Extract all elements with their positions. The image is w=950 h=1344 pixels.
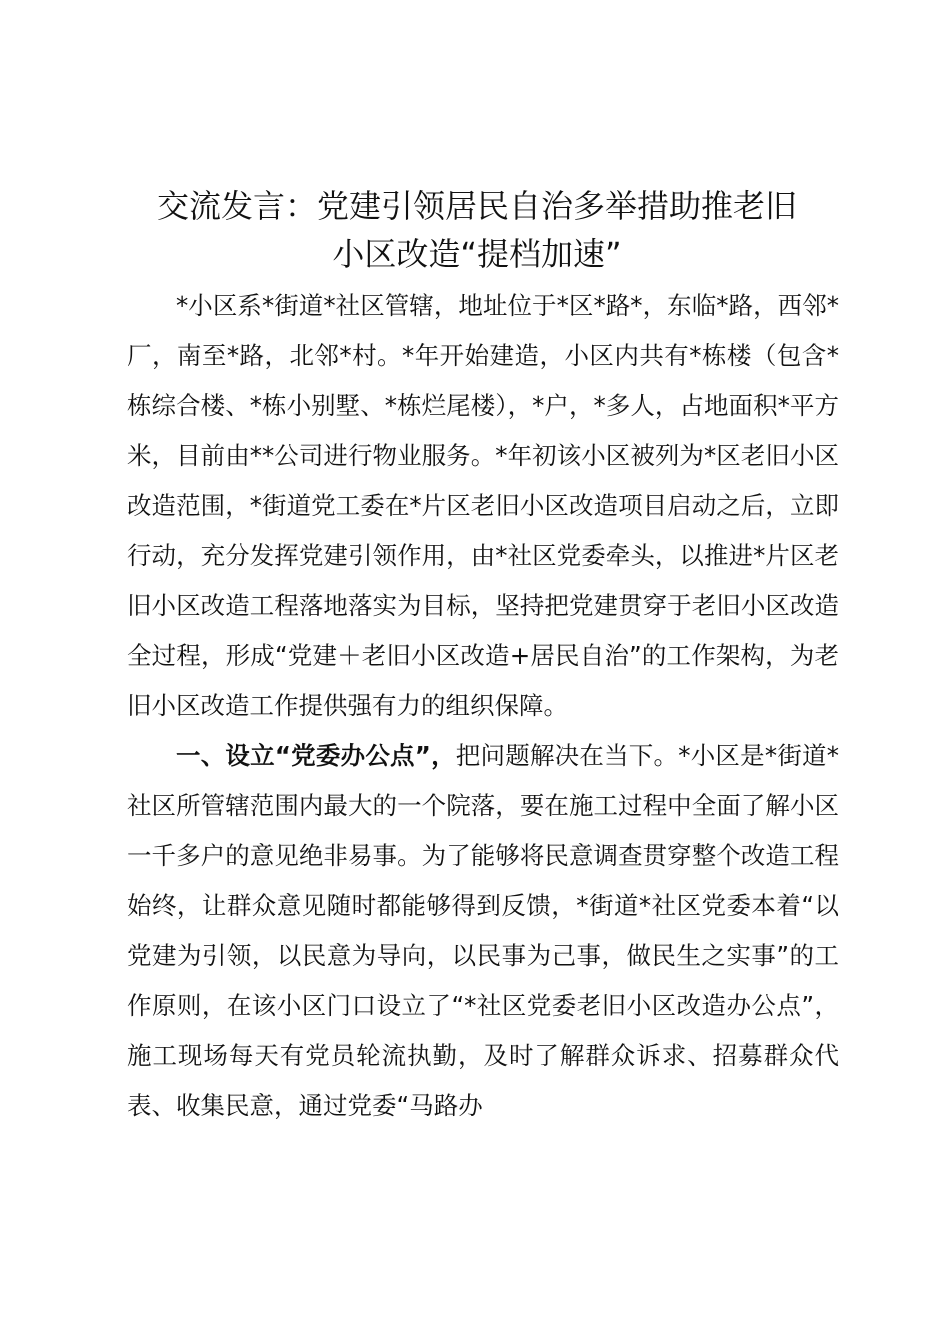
- section-1-paragraph: [127, 731, 839, 1131]
- intro-paragraph: *小区系*街道*社区管辖，地址位于*区*路*，东临*路，西邻*厂，南至*路，北邻*村。*年开始建造，小区内共有*栋楼（包含*栋综合楼、*栋小别墅、*栋烂尾楼），*户，*多人，占地面积*平方米，目前由**公司进行物业服务。*年初该小区被列为*区老旧小区改造范围，*街道党工委在*片区老旧小区改造项目启动之后，立即行动，充分发挥党建引领作用，由*社区党委牵头，以推进*片区老旧小区改造工程落地落实为目标，坚持把党建贯穿于老旧小区改造全过程，形成“党建＋老旧小区改造+居民自治”的工作架构，为老旧小区改造工作提供强有力的组织保障。: [127, 291, 839, 720]
- section-1-heading: 一、设立“党委办公点”，: [176, 741, 456, 770]
- document-title: [118, 182, 836, 278]
- title-line-2: 小区改造“提档加速”: [332, 235, 622, 273]
- document-body: [127, 281, 839, 1131]
- section-1-text: 把问题解决在当下。*小区是*街道*社区所管辖范围内最大的一个院落，要在施工过程中全面了解小区一千多户的意见绝非易事。为了能够将民意调查贯穿整个改造工程始终，让群众意见随时都能够得到反馈，*街道*社区党委本着“以党建为引领，以民意为导向，以民事为己事，做民生之实事”的工作原则，在该小区门口设立了“*社区党委老旧小区改造办公点”，施工现场每天有党员轮流执勤，及时了解群众诉求、招募群众代表、收集民意，通过党委“马路办: [127, 741, 840, 1120]
- title-line-1: 交流发言：党建引领居民自治多举措助推老旧: [156, 187, 797, 225]
